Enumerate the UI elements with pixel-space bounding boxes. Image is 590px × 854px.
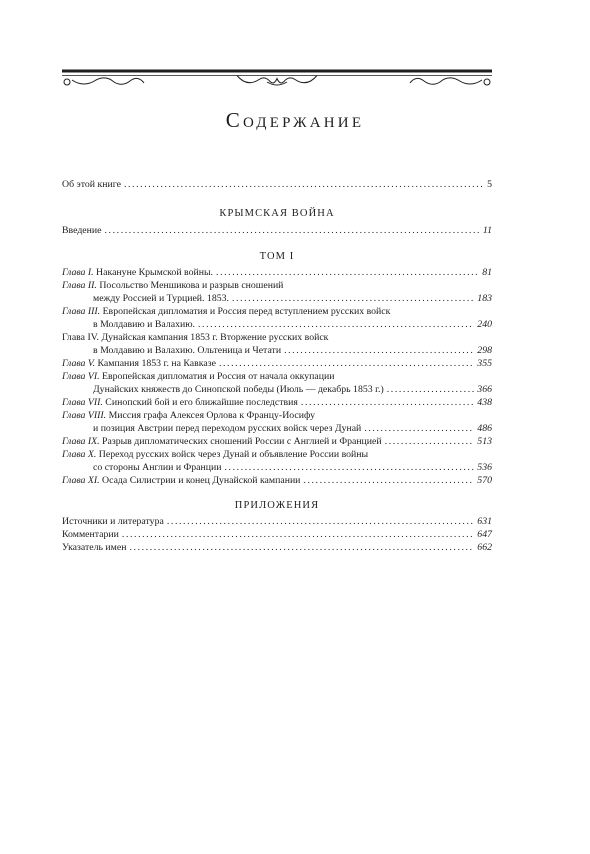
chapter-title-continued: Дунайских княжеств до Синопской победы (Июль — декабрь 1853 г.) — [93, 384, 384, 395]
toc-entry-chapter-9[interactable] — [62, 435, 492, 448]
dot-leader — [284, 344, 474, 357]
chapter-label: Глава IV. — [62, 332, 99, 343]
decorative-ornament — [62, 58, 492, 94]
toc-entry-chapter-6[interactable] — [62, 370, 492, 396]
chapter-title: Осада Силистрии и конец Дунайской кампании — [102, 475, 301, 486]
toc-entry-chapter-8[interactable] — [62, 409, 492, 435]
chapter-title-continued: между Россией и Турцией. 1853. — [93, 293, 229, 304]
page-number: 366 — [477, 384, 492, 395]
chapter-title: Дунайская кампания 1853 г. Вторжение русских войск — [101, 332, 329, 343]
chapter-title: Посольство Меншикова и разрыв сношений — [99, 280, 284, 291]
toc-entry-chapter-10[interactable] — [62, 448, 492, 474]
page-number: 647 — [477, 529, 492, 540]
dot-leader — [216, 266, 479, 279]
dot-leader — [385, 435, 475, 448]
dot-leader — [232, 292, 474, 305]
dot-leader — [219, 357, 474, 370]
page-number: 183 — [477, 293, 492, 304]
page-title: Содержание — [225, 108, 365, 132]
page-number: 81 — [482, 267, 492, 278]
dot-leader — [129, 541, 474, 554]
chapter-label: Глава III. — [62, 306, 101, 317]
chapter-title: Переход русских войск через Дунай и объявление России войны — [98, 449, 369, 460]
chapter-title-continued: со стороны Англии и Франции — [93, 462, 222, 473]
volume-heading: ТОМ I — [259, 251, 295, 262]
entry-title: Введение — [62, 225, 102, 236]
chapter-label: Глава VI. — [62, 371, 100, 382]
chapter-title: Накануне Крымской войны. — [96, 267, 214, 278]
chapter-label: Глава VII. — [62, 397, 103, 408]
toc-entry-chapter-3[interactable] — [62, 305, 492, 331]
page-number: 298 — [477, 345, 492, 356]
page-number: 570 — [477, 475, 492, 486]
dot-leader — [303, 474, 474, 487]
page-number: 355 — [477, 358, 492, 369]
chapter-title: Европейская дипломатия и Россия от начала оккупации — [102, 371, 335, 382]
dot-leader — [198, 318, 474, 331]
page-number: 662 — [477, 542, 492, 553]
chapter-label: Глава VIII. — [62, 410, 107, 421]
page-number: 631 — [477, 516, 492, 527]
page-number: 536 — [477, 462, 492, 473]
chapter-label: Глава V. — [62, 358, 96, 369]
toc-entry-chapter-11[interactable] — [62, 474, 492, 487]
entry-title: Указатель имен — [62, 542, 127, 553]
appendix-heading: ПРИЛОЖЕНИЯ — [234, 500, 320, 511]
chapter-label: Глава XI. — [62, 475, 100, 486]
toc-entry-index[interactable] — [62, 541, 492, 554]
chapter-label: Глава X. — [62, 449, 97, 460]
entry-title: Комментарии — [62, 529, 119, 540]
dot-leader — [387, 383, 475, 396]
section-heading-crimean-war: КРЫМСКАЯ ВОЙНА — [219, 208, 335, 219]
dot-leader — [124, 178, 484, 191]
page-number: 438 — [477, 397, 492, 408]
chapter-label: Глава II. — [62, 280, 97, 291]
page-number: 11 — [482, 225, 492, 236]
entry-title: Источники и литература — [62, 516, 164, 527]
toc-entry-chapter-7[interactable] — [62, 396, 492, 409]
table-of-contents — [62, 178, 492, 554]
dot-leader — [167, 515, 474, 528]
chapter-title-continued: и позиция Австрии перед переходом русских войск через Дунай — [93, 423, 362, 434]
dot-leader — [122, 528, 474, 541]
chapter-title: Синопский бой и его ближайшие последствия — [105, 397, 298, 408]
chapter-label: Глава I. — [62, 267, 94, 278]
toc-entry-chapter-4[interactable] — [62, 331, 492, 357]
page-number: 240 — [477, 319, 492, 330]
chapter-title: Разрыв дипломатических сношений России с Англией и Францией — [102, 436, 382, 447]
toc-entry-chapter-5[interactable] — [62, 357, 492, 370]
chapter-title-continued: в Молдавию и Валахию. — [93, 319, 195, 330]
chapter-title: Европейская дипломатия и Россия перед вступлением русских войск — [102, 306, 391, 317]
toc-entry-about[interactable] — [62, 178, 492, 191]
toc-entry-chapter-1[interactable] — [62, 266, 492, 279]
toc-entry-chapter-2[interactable] — [62, 279, 492, 305]
dot-leader — [301, 396, 474, 409]
dot-leader — [105, 224, 480, 237]
toc-entry-comments[interactable] — [62, 528, 492, 541]
toc-entry-sources[interactable] — [62, 515, 492, 528]
chapter-title-continued: в Молдавию и Валахию. Ольтеница и Четати — [93, 345, 282, 356]
page-number: 5 — [487, 179, 492, 190]
entry-title: Об этой книге — [62, 179, 121, 190]
chapter-title: Кампания 1853 г. на Кавказе — [97, 358, 216, 369]
dot-leader — [224, 461, 474, 474]
page-number: 486 — [477, 423, 492, 434]
toc-entry-intro[interactable] — [62, 224, 492, 237]
page-number: 513 — [477, 436, 492, 447]
dot-leader — [364, 422, 474, 435]
chapter-title: Миссия графа Алексея Орлова к Францу-Иосифу — [108, 410, 316, 421]
chapter-label: Глава IX. — [62, 436, 100, 447]
